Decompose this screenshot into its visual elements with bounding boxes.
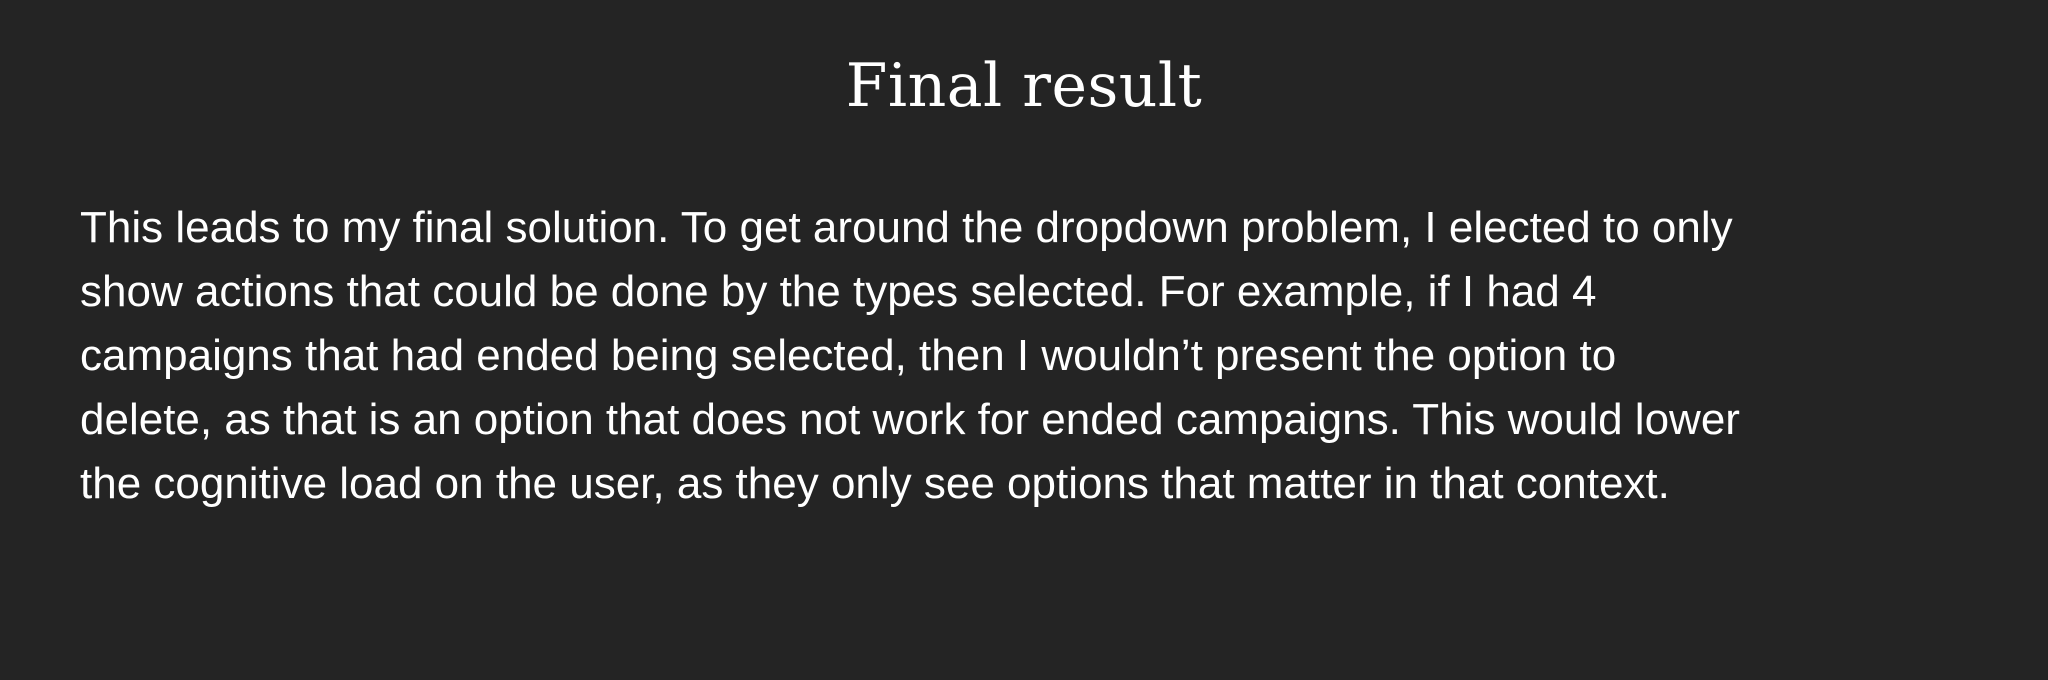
section-paragraph (80, 196, 1960, 516)
paragraph-line-3: campaigns that had ended being selected, then I wouldn’t present the option to (80, 331, 1617, 380)
paragraph-line-1: This leads to my final solution. To get around the dropdown problem, I elected to only (80, 203, 1733, 252)
paragraph-line-5: the cognitive load on the user, as they only see options that matter in that context. (80, 459, 1670, 508)
paragraph-line-2: show actions that could be done by the types selected. For example, if I had 4 (80, 267, 1597, 316)
paragraph-line-4: delete, as that is an option that does not work for ended campaigns. This would lower (80, 395, 1740, 444)
section-title: Final result (845, 51, 1203, 121)
